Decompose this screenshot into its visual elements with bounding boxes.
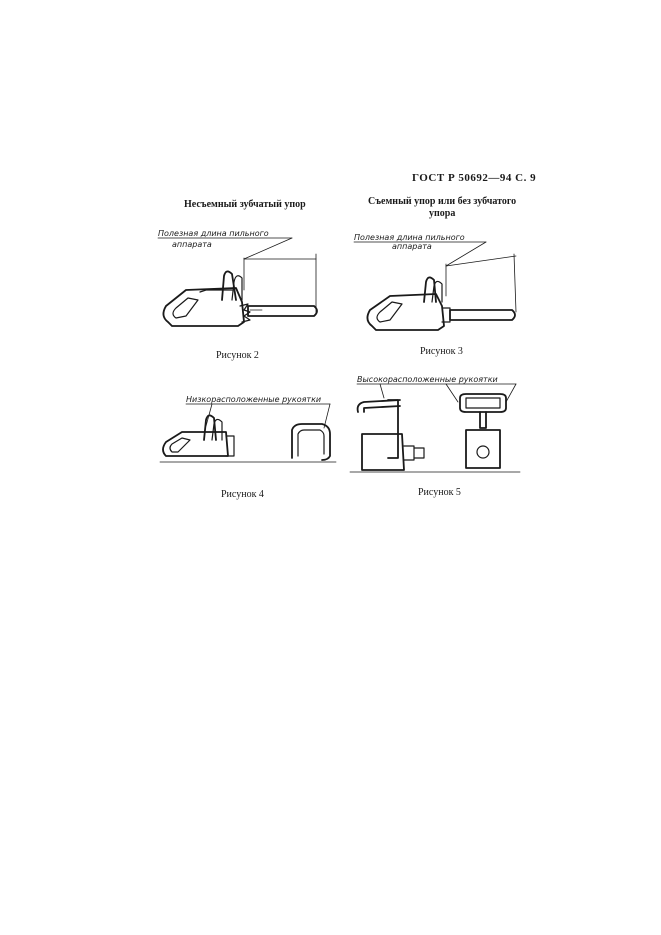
figure2-cutting-length-label-line2: аппарата [172, 240, 212, 249]
heading-removable-spike-line1: Съемный упор или без зубчатого [368, 196, 517, 207]
figure5-high-handles-label: Высокорасположенные рукоятки [357, 375, 498, 384]
page-header: ГОСТ Р 50692—94 С. 9 [412, 172, 537, 184]
figure3-chainsaw-drawing [354, 242, 516, 330]
figure4-low-handles-drawing [160, 404, 336, 462]
heading-fixed-spike: Несъемный зубчатый упор [184, 199, 306, 210]
figure4-caption: Рисунок 4 [221, 489, 264, 500]
figure2-caption: Рисунок 2 [216, 350, 259, 361]
figure2-cutting-length-label-line1: Полезная длина пильного [158, 229, 269, 238]
figure5-high-handles-drawing [350, 384, 520, 472]
figure3-cutting-length-label-line1: Полезная длина пильного [354, 233, 465, 242]
figure4-low-handles-label: Низкорасположенные рукоятки [186, 395, 322, 404]
figure5-caption: Рисунок 5 [418, 487, 461, 498]
heading-removable-spike-line2: упора [429, 208, 456, 219]
figure2-chainsaw-drawing [158, 238, 317, 326]
figure3-caption: Рисунок 3 [420, 346, 463, 357]
figure3-cutting-length-label-line2: аппарата [392, 242, 432, 251]
